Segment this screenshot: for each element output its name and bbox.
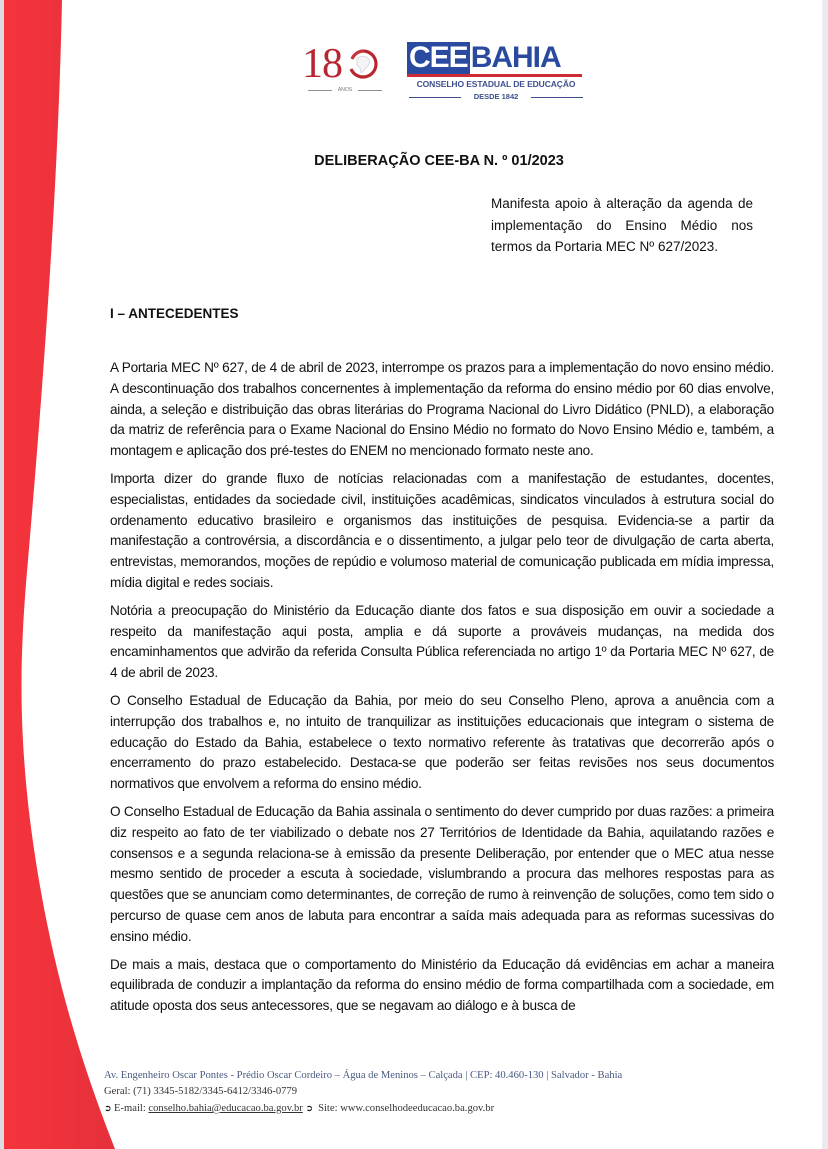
logo-cee-since: DESDE 1842 (407, 92, 585, 101)
paragraph: De mais a mais, destaca que o comportamento do Ministério da Educação dá evidências em achar a maneira equilibrada de conduzir a implantação da reforma do ensino médio de forma compartilhada com a sociedade, em atitude oposta dos seus antecessores, que se negavam ao diálogo e à busca de (110, 956, 774, 1014)
footer-site-label: Site: (315, 1103, 341, 1114)
logo-180-caption: ANOS (308, 86, 382, 94)
document-body (110, 358, 774, 1024)
footer-email-link[interactable]: conselho.bahia@educacao.ba.gov.br (148, 1103, 303, 1114)
logo-cee-subtitle: CONSELHO ESTADUAL DE EDUCAÇÃO (416, 79, 576, 89)
paragraph: O Conselho Estadual de Educação da Bahia, por meio do seu Conselho Pleno, aprova a anuência com a interrupção dos trabalhos e, no intuito de tranquilizar as instituições educacionais que integram o sistema de educação do Estado da Bahia, estabelece o texto normativo referente às tratativas que decorrerão após o encerramento do prazo estabelecido. Destaca-se que poderão ser feitas revisões nos seus documentos normativos que envolvem a reforma do ensino médio. (110, 692, 774, 792)
footer-address: Av. Engenheiro Oscar Pontes - Prédio Oscar Cordeiro – Água de Meninos – Calçada | CEP: 40.460-130 | Salvador - Bahia (104, 1070, 623, 1081)
arrow-bullet-icon: ➲ (104, 1103, 112, 1113)
logo-cee-part1: CEE (409, 41, 468, 74)
logo-cee-bahia (407, 42, 585, 104)
document-title: DELIBERAÇÃO CEE-BA N. º 01/2023 (314, 153, 564, 169)
logo-red-bar (407, 74, 582, 77)
arrow-bullet-icon: ➲ (305, 1103, 313, 1113)
footer-email-label: E-mail: (114, 1103, 149, 1114)
logo-cee-part2: BAHIA (470, 41, 561, 74)
paragraph: Notória a preocupação do Ministério da Educação diante dos fatos e sua disposição em ouvir a sociedade a respeito da manifestação aqui posta, amplia e dá suporte a prováveis mudanças, na medida dos encaminhamentos que advirão da referida Consulta Pública referenciada no artigo 1º da Portaria MEC Nº 627, de 4 de abril de 2023. (110, 602, 774, 681)
logo-180-anos (302, 41, 384, 96)
footer-site-link[interactable]: www.conselhodeeducacao.ba.gov.br (340, 1103, 495, 1114)
document-ementa: Manifesta apoio à alteração da agenda de implementação do Ensino Médio nos termos da Portaria MEC Nº 627/2023. (491, 196, 753, 254)
footer-phone: Geral: (71) 3345-5182/3345-6412/3346-0779 (104, 1086, 298, 1097)
paragraph: A Portaria MEC Nº 627, de 4 de abril de 2023, interrompe os prazos para a implementação do novo ensino médio. A descontinuação dos trabalhos concernentes à implementação da reforma do ensino médio por 60 dias envolve, ainda, a seleção e distribuição das obras literárias do Programa Nacional do Livro Didático (PNLD), a elaboração da matriz de referência para o Exame Nacional do Ensino Médio no formato do Novo Ensino Médio e, também, a montagem e aplicação dos pré-testes do ENEM no mencionado formato neste ano. (110, 360, 774, 459)
logo-cee-wordmark (407, 42, 561, 74)
paragraph: Importa dizer do grande fluxo de notícias relacionadas com a manifestação de estudantes, docentes, especialistas, entidades da sociedade civil, instituições acadêmicas, sindicatos vinculados à estrutura social do ordenamento educativo brasileiro e organismos das instituições de pesquisa. Evidencia-se a partir da manifestação a controvérsia, a discordância e o dissentimento, a julgar pelo teor de divulgação de carta aberta, entrevistas, memorandos, moções de repúdio e volumoso material de comunicação publicada em mídia impressa, mídia digital e redes sociais. (110, 470, 774, 590)
section-heading: I – ANTECEDENTES (110, 306, 239, 321)
brazil-map-ring-icon (348, 49, 378, 79)
logo-180-number: 18 (302, 41, 342, 87)
footer-contact-line (104, 1100, 744, 1117)
paragraph: O Conselho Estadual de Educação da Bahia assinala o sentimento do dever cumprido por duas razões: a primeira diz respeito ao fato de ter viabilizado o debate nos 27 Territórios de Identidade da Bahia, aquilatando razões e consensos e a segunda relaciona-se à emissão da presente Deliberação, por entender que o MEC atua nesse mesmo sentido de proceder a escuta à sociedade, vislumbrando a procura das melhores respostas para as questões que se anunciam como determinantes, de correção de rumo à reinvenção de soluções, como tem sido o percurso de quase cem anos de labuta para encontrar a saída mais adequada para as reformas sucessivas do ensino médio. (110, 803, 774, 944)
page-footer (104, 1068, 744, 1117)
